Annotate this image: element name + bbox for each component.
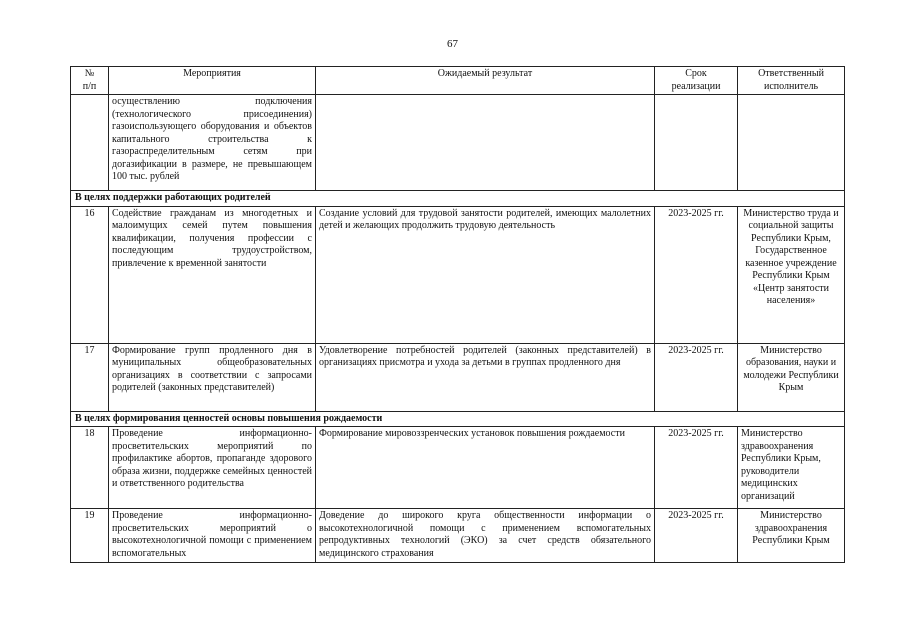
cell-responsible: Министерство труда и социальной защиты Республики Крым, Государственное казенное учреждение Республики Крым «Центр занятости населения»: [738, 206, 845, 343]
cell-result: Формирование мировоззренческих установок повышения рождаемости: [316, 427, 655, 509]
section-title: В целях формирования ценностей основы повышения рождаемости: [71, 411, 845, 427]
cell-result: Доведение до широкого круга общественности информации о высокотехнологичной помощи с применением вспомогательных репродуктивных технологий (ЭКО) за счет средств обязательного медицинского страхования: [316, 509, 655, 563]
cell-result: Создание условий для трудовой занятости родителей, имеющих малолетних детей и желающих продолжить трудовую деятельность: [316, 206, 655, 343]
cell-term: 2023-2025 гг.: [655, 427, 738, 509]
section-title: В целях поддержки работающих родителей: [71, 191, 845, 207]
cell-num: 19: [71, 509, 109, 563]
cell-term: 2023-2025 гг.: [655, 509, 738, 563]
table-row-continuation: [71, 95, 845, 191]
table-row: [71, 343, 845, 411]
cell-event: Формирование групп продленного дня в муниципальных общеобразовательных организациях в соответствии с запросами родителей (законных представителей): [109, 343, 316, 411]
cell-num: [71, 95, 109, 191]
cell-term: 2023-2025 гг.: [655, 343, 738, 411]
cell-responsible: Министерство здравоохранения Республики Крым, руководители медицинских организаций: [738, 427, 845, 509]
header-term: Срок реализации: [655, 67, 738, 95]
cell-event: Проведение информационно-просветительских мероприятий по профилактике абортов, пропаганде здорового образа жизни, поддержке семейных ценностей и ответственного родительства: [109, 427, 316, 509]
cell-num: 18: [71, 427, 109, 509]
header-responsible: Ответственный исполнитель: [738, 67, 845, 95]
table-row: [71, 206, 845, 343]
section-header-row: [71, 191, 845, 207]
header-event: Мероприятия: [109, 67, 316, 95]
cell-result: [316, 95, 655, 191]
cell-event: осуществлению подключения (технологического присоединения) газоиспользующего оборудования и объектов капитального строительства к газораспределительным сетям при догазификации в размере, не превышающем 100 тыс. рублей: [109, 95, 316, 191]
cell-responsible: Министерство здравоохранения Республики Крым: [738, 509, 845, 563]
cell-term: 2023-2025 гг.: [655, 206, 738, 343]
header-num: № п/п: [71, 67, 109, 95]
page-number: 67: [447, 38, 458, 50]
cell-responsible: Министерство образования, науки и молодежи Республики Крым: [738, 343, 845, 411]
header-result: Ожидаемый результат: [316, 67, 655, 95]
table-row: [71, 427, 845, 509]
cell-num: 16: [71, 206, 109, 343]
section-header-row: [71, 411, 845, 427]
cell-term: [655, 95, 738, 191]
table-header-row: [71, 67, 845, 95]
cell-event: Содействие гражданам из многодетных и малоимущих семей путем повышения квалификации, получения профессии с последующим трудоустройством, привлечение к временной занятости: [109, 206, 316, 343]
cell-num: 17: [71, 343, 109, 411]
cell-responsible: [738, 95, 845, 191]
measures-table: [70, 66, 845, 563]
table-row: [71, 509, 845, 563]
cell-result: Удовлетворение потребностей родителей (законных представителей) в организациях присмотра и ухода за детьми в группах продленного дня: [316, 343, 655, 411]
cell-event: Проведение информационно-просветительских мероприятий о высокотехнологичной помощи с применением вспомогательных: [109, 509, 316, 563]
